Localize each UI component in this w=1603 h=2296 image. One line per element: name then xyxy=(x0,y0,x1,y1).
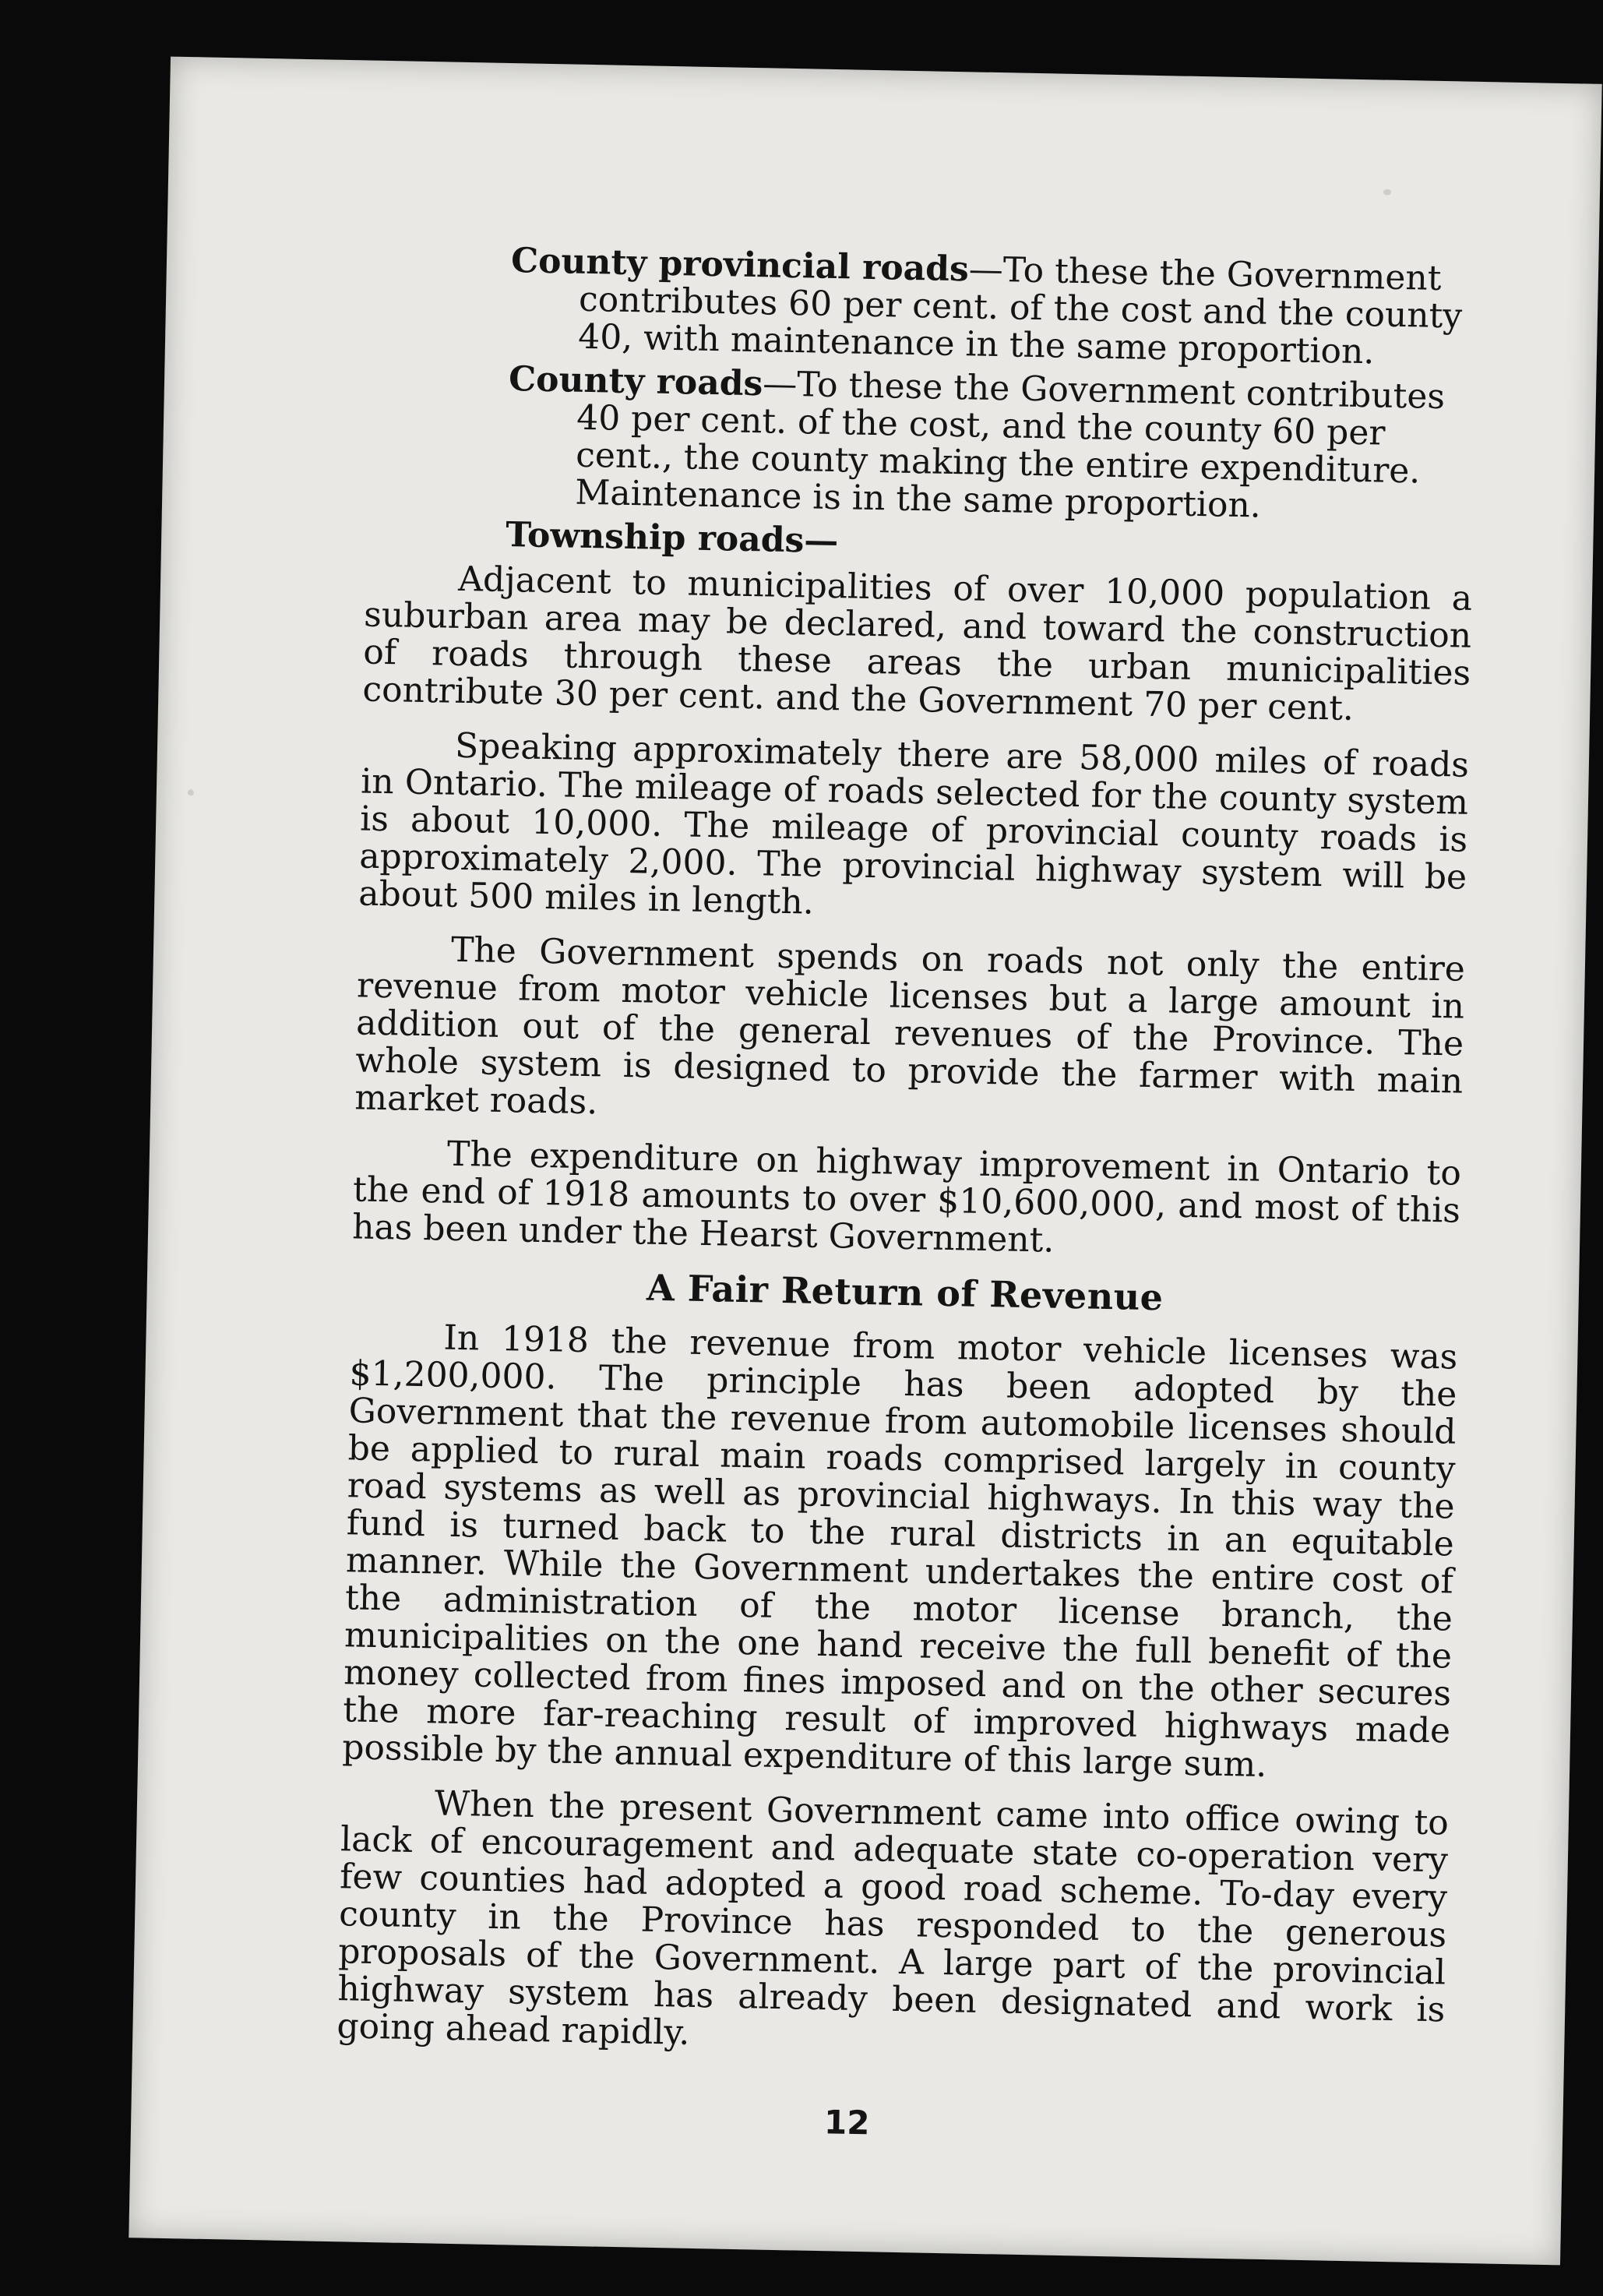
paragraph: The Government spends on roads not only the entire revenue from motor vehicle licenses but a large amount in addition out of the general revenues of the Province. The whole system is designed to provide the farmer with main market roads. xyxy=(354,929,1466,1123)
entry-text: —To these the Government contributes 40 per cent. of the cost, and the county 60 per cent., the county making the entire expenditure. Maintenance is in the same proportion. xyxy=(574,364,1446,526)
paragraph: In 1918 the revenue from motor vehicle licenses was $1,200,000. The principle has been adopted by the Government that the revenue from automobile licenses should be applied to rural main roads comprised largely in county road systems as well as provincial highways. In this way the fund is turned back to the rural districts in an equitable manner. While the Government undertakes the entire cost of the administration of the motor license branch, the municipalities on the one hand receive the full benefit of the money collected from fines imposed and on the other secures the more far-reaching result of improved highways made possible by the annual expenditure of this large sum. xyxy=(341,1317,1458,1786)
entry-term: County provincial roads xyxy=(510,241,970,290)
section-heading: A Fair Return of Revenue xyxy=(646,1266,1164,1319)
township-roads-heading: Township roads— xyxy=(505,514,839,562)
paragraph: When the present Government came into office owing to lack of encouragement and adequate state co-operation very few counties had adopted a good road scheme. To-day every county in the Province has responded to the generous proposals of the Government. A large part of the provincial highway system has already been designated and work is going ahead rapidly. xyxy=(336,1783,1450,2053)
entry-county-roads xyxy=(506,361,1476,529)
paragraph: Speaking approximately there are 58,000 miles of roads in Ontario. The mileage of roads selected for the county system is about 10,000. The mileage of provincial county roads is approximately 2,000. The provincial highway system will be about 500 miles in length. xyxy=(358,725,1470,922)
entry-county-provincial-roads xyxy=(509,242,1479,373)
paragraph: The expenditure on highway improvement in Ontario to the end of 1918 amounts to over $10,600,000, and most of this has been under the Hearst Government. xyxy=(351,1134,1462,1261)
entry-text: —To these the Government contributes 60 per cent. of the cost and the county 40, with maintenance in the same proportion. xyxy=(577,249,1463,372)
document-page xyxy=(129,57,1601,2266)
paragraph: Adjacent to municipalities of over 10,000 population a suburban area may be declared, and toward the construction of roads through these areas the urban municipalities contribute 30 per cent. and the Government 70 per cent. xyxy=(362,559,1473,728)
page-number: 12 xyxy=(823,2103,870,2143)
paper-speck xyxy=(188,789,194,795)
paper-speck xyxy=(1383,189,1391,196)
page-content xyxy=(336,240,1479,2084)
entry-term: County roads xyxy=(508,359,763,404)
